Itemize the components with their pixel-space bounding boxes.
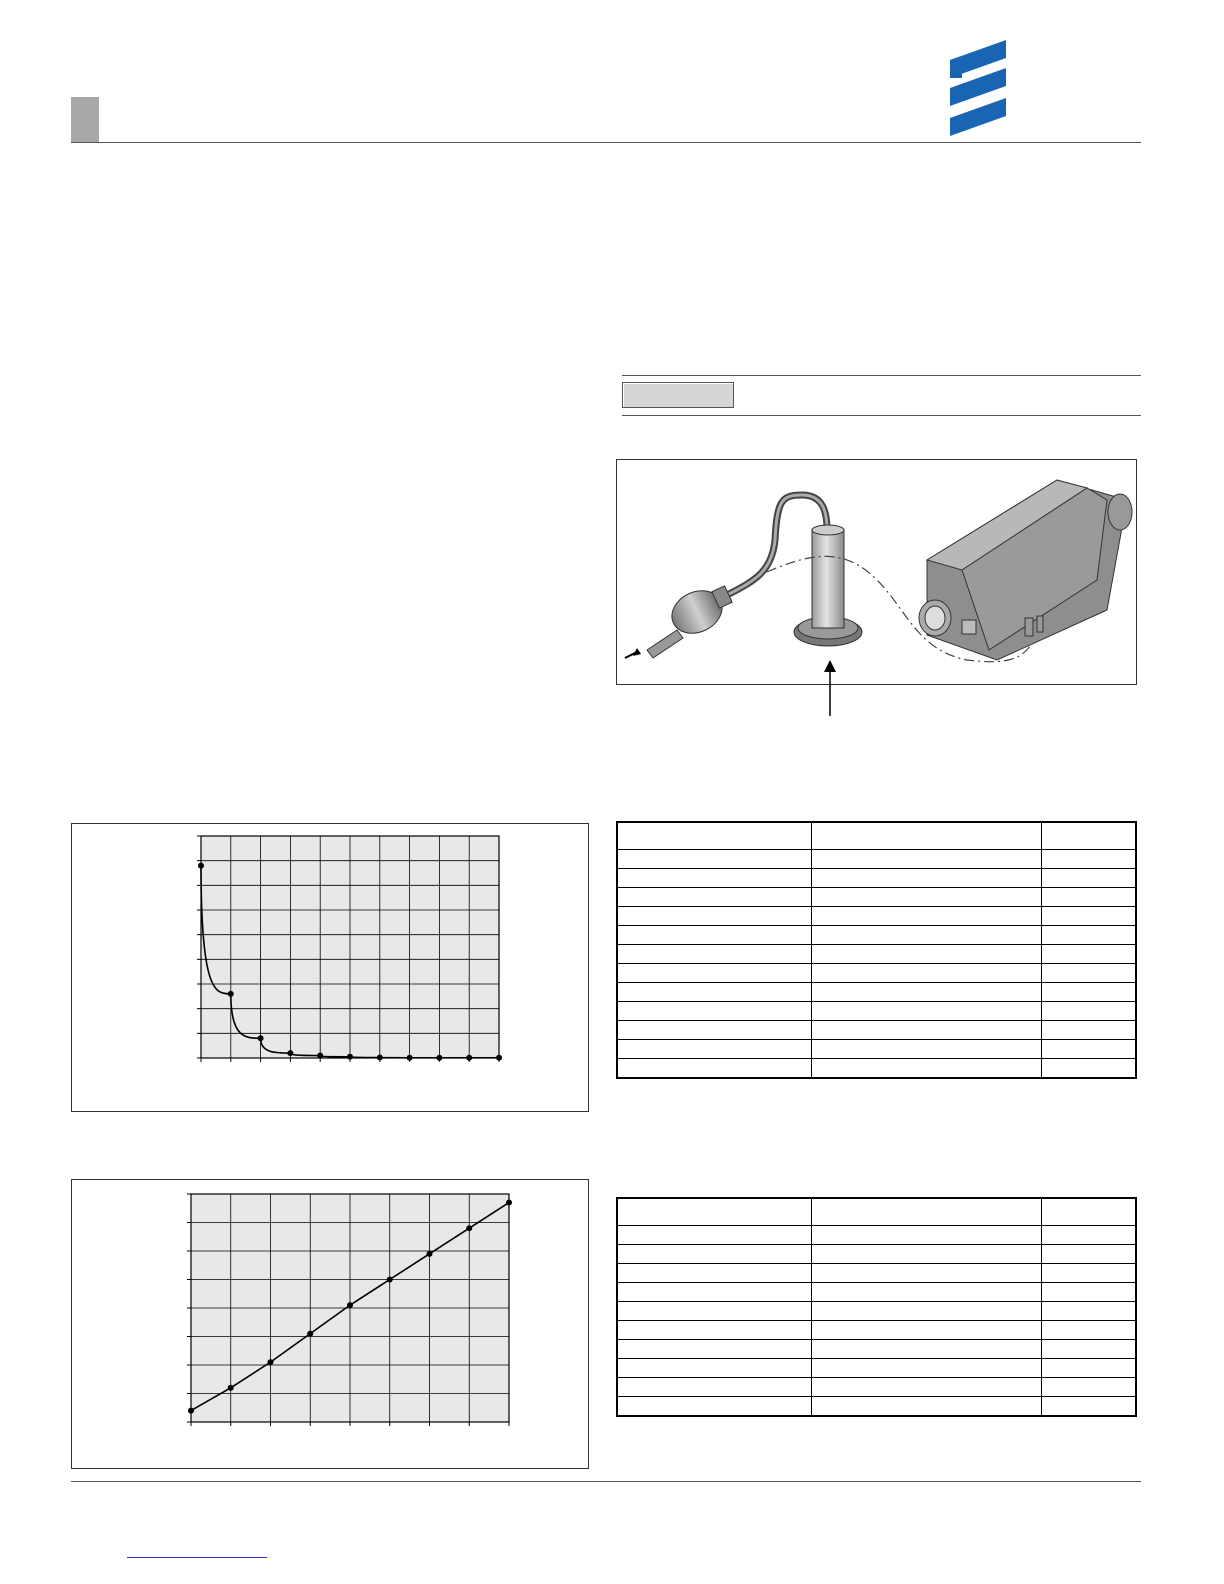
- data-point: [506, 1200, 512, 1206]
- table-cell: [617, 964, 812, 983]
- table-cell: [1041, 1283, 1136, 1302]
- data-point: [228, 1385, 234, 1391]
- footer-rule: [71, 1481, 1141, 1482]
- table-cell: [812, 1378, 1041, 1397]
- table-cell: [617, 850, 812, 869]
- table-row: [617, 1359, 1136, 1378]
- table-cell: [1041, 1397, 1136, 1417]
- table-row: [617, 1059, 1136, 1079]
- table-cell: [617, 1059, 812, 1079]
- table-row: [617, 1226, 1136, 1245]
- table-cell: [812, 1021, 1041, 1040]
- table-cell: [812, 1302, 1041, 1321]
- table-cell: [812, 1359, 1041, 1378]
- table-cell: [812, 1340, 1041, 1359]
- data-point: [228, 991, 234, 997]
- table-cell: [1041, 1198, 1136, 1226]
- chart-2-plot: [72, 1180, 588, 1468]
- table-cell: [1041, 869, 1136, 888]
- data-point: [198, 863, 204, 869]
- table-cell: [617, 1321, 812, 1340]
- table-cell: [1041, 1302, 1136, 1321]
- table-row: [617, 822, 1136, 850]
- table-cell: [617, 869, 812, 888]
- table-cell: [1041, 1059, 1136, 1079]
- table-row: [617, 983, 1136, 1002]
- table-row: [617, 869, 1136, 888]
- table-cell: [812, 1198, 1041, 1226]
- table-row: [617, 1264, 1136, 1283]
- table-cell: [617, 1198, 812, 1226]
- table-row: [617, 1397, 1136, 1417]
- table-cell: [617, 888, 812, 907]
- table-cell: [812, 1397, 1041, 1417]
- data-point: [268, 1359, 274, 1365]
- table-row: [617, 1021, 1136, 1040]
- chart-1: [71, 823, 589, 1112]
- data-point: [466, 1055, 472, 1061]
- footer-link-underline[interactable]: [127, 1557, 267, 1558]
- table-cell: [617, 1283, 812, 1302]
- pointer-arrow-icon: [820, 660, 840, 716]
- table-row: [617, 1378, 1136, 1397]
- table-cell: [812, 888, 1041, 907]
- table-cell: [812, 926, 1041, 945]
- table-cell: [617, 1226, 812, 1245]
- table-cell: [1041, 1021, 1136, 1040]
- table-cell: [1041, 1040, 1136, 1059]
- section-rule-bottom: [622, 415, 1141, 416]
- table-row: [617, 888, 1136, 907]
- data-point: [347, 1054, 353, 1060]
- data-point: [347, 1302, 353, 1308]
- data-point: [427, 1251, 433, 1257]
- table-cell: [812, 850, 1041, 869]
- table-row: [617, 1040, 1136, 1059]
- table-cell: [617, 1302, 812, 1321]
- table-row: [617, 964, 1136, 983]
- table-cell: [1041, 822, 1136, 850]
- table-cell: [1041, 1264, 1136, 1283]
- header-rule: [71, 142, 1141, 143]
- table-cell: [617, 945, 812, 964]
- table-cell: [812, 1002, 1041, 1021]
- heater-fuel-pump-illustration: [616, 459, 1137, 685]
- table-cell: [812, 945, 1041, 964]
- table-cell: [1041, 1359, 1136, 1378]
- data-point: [377, 1055, 383, 1061]
- table-cell: [1041, 1002, 1136, 1021]
- table-cell: [1041, 888, 1136, 907]
- table-cell: [617, 822, 812, 850]
- table-cell: [812, 1226, 1041, 1245]
- eberspaecher-logo: [948, 38, 1008, 138]
- table-row: [617, 850, 1136, 869]
- data-point: [287, 1050, 293, 1056]
- table-row: [617, 945, 1136, 964]
- section-label-box: [622, 382, 734, 408]
- data-point: [317, 1053, 323, 1059]
- chapter-tab: [71, 97, 99, 143]
- data-point: [466, 1225, 472, 1231]
- table-cell: [1041, 1321, 1136, 1340]
- table-row: [617, 1283, 1136, 1302]
- table-cell: [812, 907, 1041, 926]
- table-cell: [1041, 945, 1136, 964]
- table-row: [617, 1302, 1136, 1321]
- table-cell: [812, 964, 1041, 983]
- table-cell: [1041, 1245, 1136, 1264]
- table-cell: [617, 1359, 812, 1378]
- table-cell: [1041, 1226, 1136, 1245]
- table-row: [617, 1321, 1136, 1340]
- table-cell: [617, 983, 812, 1002]
- table-cell: [1041, 964, 1136, 983]
- section-rule-top: [622, 375, 1141, 376]
- table-row: [617, 926, 1136, 945]
- table-cell: [1041, 1340, 1136, 1359]
- table-row: [617, 1340, 1136, 1359]
- table-cell: [1041, 983, 1136, 1002]
- table-cell: [812, 1245, 1041, 1264]
- data-point: [188, 1408, 194, 1414]
- spec-table-2: [616, 1197, 1137, 1417]
- data-point: [407, 1055, 413, 1061]
- table-cell: [617, 926, 812, 945]
- table-cell: [617, 1021, 812, 1040]
- table-cell: [812, 1264, 1041, 1283]
- chart-2: [71, 1179, 589, 1469]
- table-cell: [1041, 926, 1136, 945]
- data-point: [258, 1035, 264, 1041]
- table-cell: [617, 1264, 812, 1283]
- table-cell: [812, 1283, 1041, 1302]
- spec-table-1: [616, 821, 1137, 1079]
- table-cell: [617, 1397, 812, 1417]
- table-cell: [617, 1002, 812, 1021]
- table-cell: [812, 1321, 1041, 1340]
- table-cell: [617, 1040, 812, 1059]
- table-cell: [1041, 1378, 1136, 1397]
- table-cell: [617, 1340, 812, 1359]
- data-point: [387, 1277, 393, 1283]
- data-point: [496, 1055, 502, 1061]
- table-cell: [617, 907, 812, 926]
- table-cell: [812, 1040, 1041, 1059]
- table-cell: [812, 983, 1041, 1002]
- table-cell: [812, 1059, 1041, 1079]
- data-point: [436, 1055, 442, 1061]
- table-cell: [1041, 850, 1136, 869]
- table-row: [617, 907, 1136, 926]
- table-row: [617, 1002, 1136, 1021]
- table-cell: [617, 1245, 812, 1264]
- table-cell: [617, 1378, 812, 1397]
- table-cell: [1041, 907, 1136, 926]
- data-point: [307, 1331, 313, 1337]
- table-row: [617, 1245, 1136, 1264]
- table-row: [617, 1198, 1136, 1226]
- chart-1-plot: [72, 824, 588, 1111]
- table-cell: [812, 822, 1041, 850]
- table-cell: [812, 869, 1041, 888]
